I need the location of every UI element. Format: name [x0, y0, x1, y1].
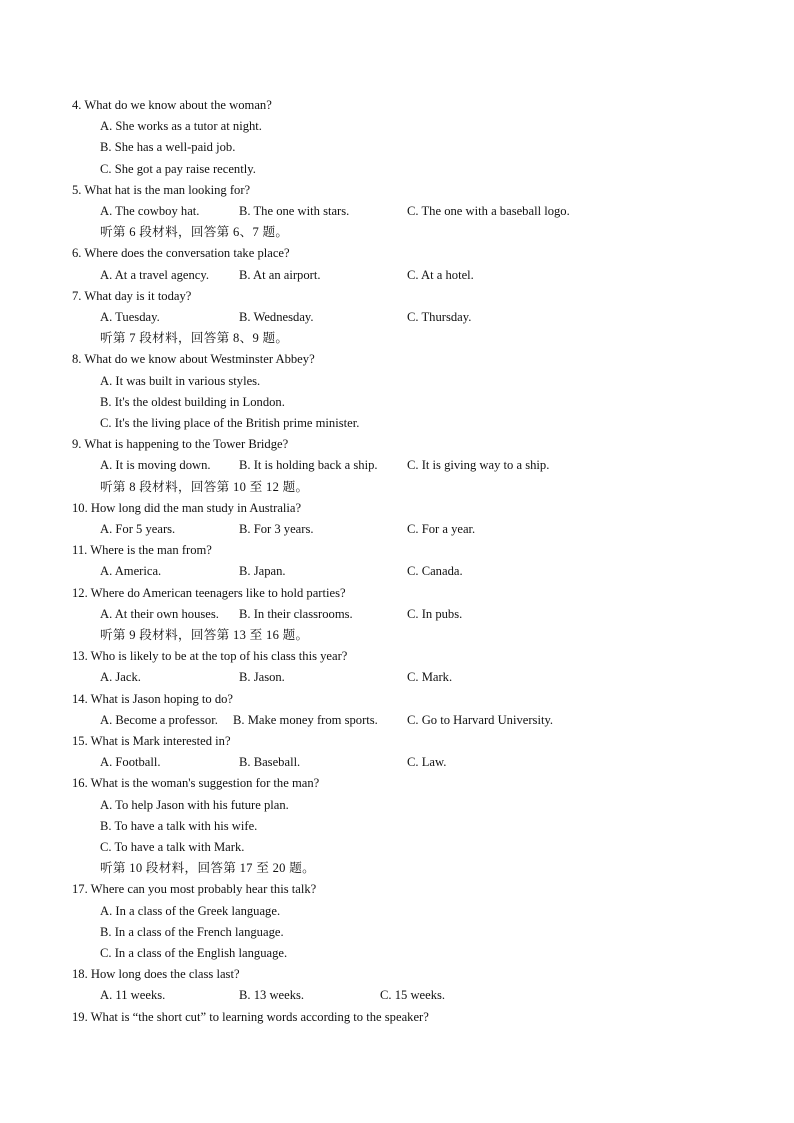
question-19-stem: 19. What is “the short cut” to learning words according to the speaker? — [72, 1010, 429, 1024]
question-12-options — [100, 606, 760, 622]
question-14-options — [100, 712, 760, 728]
question-15-options — [100, 754, 760, 770]
section-8-instruction: 听第 8 段材料，回答第 10 至 12 题。 — [100, 480, 309, 494]
question-7-option-a: A. Tuesday. — [100, 310, 160, 324]
question-7-stem: 7. What day is it today? — [72, 289, 192, 303]
question-18-option-a: A. 11 weeks. — [100, 988, 166, 1002]
question-15-stem: 15. What is Mark interested in? — [72, 734, 231, 748]
question-15-option-a: A. Football. — [100, 755, 161, 769]
question-11-options — [100, 563, 760, 579]
question-5-options — [100, 203, 760, 219]
question-8-option-b: B. It's the oldest building in London. — [100, 395, 285, 409]
question-12-option-a: A. At their own houses. — [100, 607, 219, 621]
question-13-stem: 13. Who is likely to be at the top of his class this year? — [72, 649, 348, 663]
question-16-option-a: A. To help Jason with his future plan. — [100, 798, 289, 812]
question-5-option-c: C. The one with a baseball logo. — [407, 204, 570, 218]
question-5-option-a: A. The cowboy hat. — [100, 204, 200, 218]
question-10-options — [100, 521, 760, 537]
question-10-option-a: A. For 5 years. — [100, 522, 176, 536]
section-9-instruction: 听第 9 段材料，回答第 13 至 16 题。 — [100, 628, 309, 642]
question-13-options — [100, 669, 760, 685]
question-5-stem: 5. What hat is the man looking for? — [72, 183, 251, 197]
question-4-option-c: C. She got a pay raise recently. — [100, 162, 256, 176]
question-13-option-b: B. Jason. — [239, 670, 285, 684]
question-9-stem: 9. What is happening to the Tower Bridge? — [72, 437, 289, 451]
question-10-option-c: C. For a year. — [407, 522, 476, 536]
question-14-option-c: C. Go to Harvard University. — [407, 713, 554, 727]
question-16-option-c: C. To have a talk with Mark. — [100, 840, 245, 854]
question-15-option-b: B. Baseball. — [239, 755, 301, 769]
question-8-option-a: A. It was built in various styles. — [100, 374, 261, 388]
question-11-option-c: C. Canada. — [407, 564, 463, 578]
question-9-option-a: A. It is moving down. — [100, 458, 211, 472]
question-13-option-c: C. Mark. — [407, 670, 453, 684]
question-6-option-a: A. At a travel agency. — [100, 268, 209, 282]
question-18-option-c: C. 15 weeks. — [380, 988, 446, 1002]
section-10-instruction: 听第 10 段材料，回答第 17 至 20 题。 — [100, 861, 315, 875]
question-8-option-c: C. It's the living place of the British prime minister. — [100, 416, 360, 430]
question-7-option-c: C. Thursday. — [407, 310, 472, 324]
question-14-stem: 14. What is Jason hoping to do? — [72, 692, 234, 706]
question-18-options — [100, 987, 760, 1003]
question-17-option-c: C. In a class of the English language. — [100, 946, 288, 960]
question-4-option-b: B. She has a well-paid job. — [100, 140, 236, 154]
question-14-option-a: A. Become a professor. — [100, 713, 218, 727]
question-10-option-b: B. For 3 years. — [239, 522, 314, 536]
question-15-option-c: C. Law. — [407, 755, 447, 769]
section-7-instruction: 听第 7 段材料，回答第 8、9 题。 — [100, 331, 289, 345]
question-11-option-b: B. Japan. — [239, 564, 286, 578]
question-4-option-a: A. She works as a tutor at night. — [100, 119, 262, 133]
question-6-option-c: C. At a hotel. — [407, 268, 474, 282]
question-6-option-b: B. At an airport. — [239, 268, 321, 282]
question-7-option-b: B. Wednesday. — [239, 310, 314, 324]
question-11-option-a: A. America. — [100, 564, 162, 578]
question-17-stem: 17. Where can you most probably hear this talk? — [72, 882, 317, 896]
question-16-option-b: B. To have a talk with his wife. — [100, 819, 258, 833]
question-9-options — [100, 457, 760, 473]
question-6-stem: 6. Where does the conversation take place? — [72, 246, 290, 260]
question-12-option-c: C. In pubs. — [407, 607, 463, 621]
question-11-stem: 11. Where is the man from? — [72, 543, 212, 557]
question-7-options — [100, 309, 760, 325]
section-6-instruction: 听第 6 段材料，回答第 6、7 题。 — [100, 225, 289, 239]
question-17-option-b: B. In a class of the French language. — [100, 925, 284, 939]
question-10-stem: 10. How long did the man study in Australia? — [72, 501, 302, 515]
question-12-stem: 12. Where do American teenagers like to hold parties? — [72, 586, 346, 600]
question-16-stem: 16. What is the woman's suggestion for the man? — [72, 776, 320, 790]
question-8-stem: 8. What do we know about Westminster Abbey? — [72, 352, 315, 366]
question-12-option-b: B. In their classrooms. — [239, 607, 353, 621]
question-5-option-b: B. The one with stars. — [239, 204, 350, 218]
question-13-option-a: A. Jack. — [100, 670, 141, 684]
question-9-option-b: B. It is holding back a ship. — [239, 458, 378, 472]
question-17-option-a: A. In a class of the Greek language. — [100, 904, 281, 918]
question-9-option-c: C. It is giving way to a ship. — [407, 458, 550, 472]
question-4-stem: 4. What do we know about the woman? — [72, 98, 272, 112]
question-6-options — [100, 267, 760, 283]
question-18-option-b: B. 13 weeks. — [239, 988, 305, 1002]
question-14-option-b: B. Make money from sports. — [233, 713, 378, 727]
question-18-stem: 18. How long does the class last? — [72, 967, 240, 981]
